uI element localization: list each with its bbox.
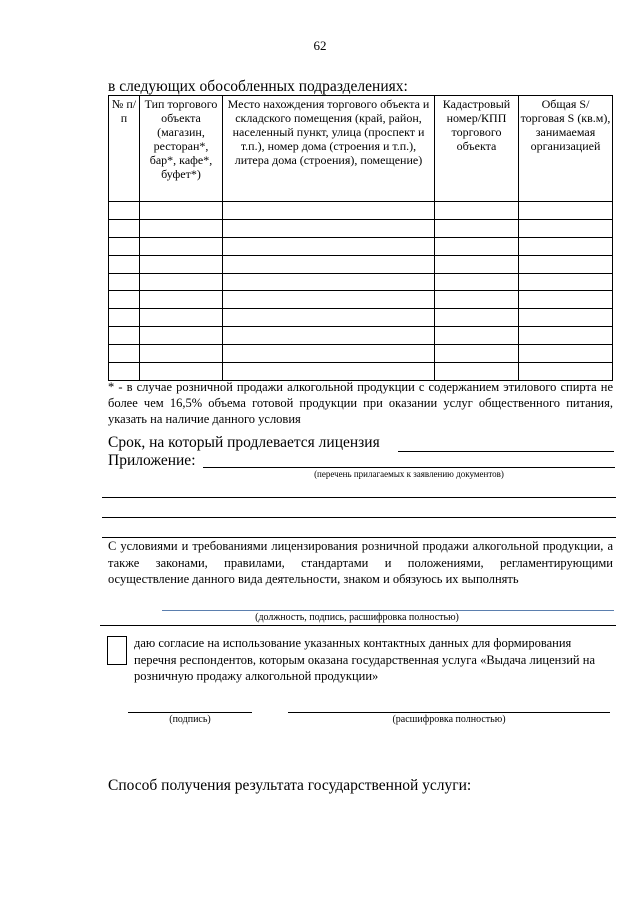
conditions-text: С условиями и требованиями лицензирования розничной продажи алкогольной продукции, а также законами, правилами, стандартами и положениями, регламентирующими осуществление данного вида деятельности, знаком и обязуюсь их выполнять bbox=[108, 539, 613, 586]
attachment-label: Приложение: bbox=[108, 452, 196, 469]
license-term-field[interactable] bbox=[398, 451, 614, 452]
table-row bbox=[109, 237, 613, 255]
table-cell[interactable] bbox=[435, 363, 519, 381]
table-cell[interactable] bbox=[519, 255, 613, 273]
table-cell[interactable] bbox=[109, 273, 140, 291]
table-cell[interactable] bbox=[519, 219, 613, 237]
table-cell[interactable] bbox=[519, 291, 613, 309]
table-cell[interactable] bbox=[140, 237, 223, 255]
table-cell[interactable] bbox=[223, 202, 435, 220]
attachment-caption: (перечень прилагаемых к заявлению документов) bbox=[314, 469, 504, 479]
table-cell[interactable] bbox=[519, 237, 613, 255]
table-cell[interactable] bbox=[223, 327, 435, 345]
table-cell[interactable] bbox=[140, 327, 223, 345]
table-cell[interactable] bbox=[519, 345, 613, 363]
table-cell[interactable] bbox=[519, 202, 613, 220]
table-cell[interactable] bbox=[140, 345, 223, 363]
table-cell[interactable] bbox=[435, 219, 519, 237]
table-cell[interactable] bbox=[140, 273, 223, 291]
table-cell[interactable] bbox=[223, 273, 435, 291]
attachment-line-2[interactable] bbox=[102, 497, 616, 498]
table-cell[interactable] bbox=[140, 202, 223, 220]
attachment-field[interactable] bbox=[203, 467, 615, 468]
header-cadastral: Кадастровый номер/КПП торгового объекта bbox=[435, 96, 519, 202]
table-cell[interactable] bbox=[109, 219, 140, 237]
table-cell[interactable] bbox=[435, 345, 519, 363]
header-number: № п/п bbox=[109, 96, 140, 202]
table-row bbox=[109, 202, 613, 220]
table-cell[interactable] bbox=[109, 345, 140, 363]
table-cell[interactable] bbox=[140, 219, 223, 237]
table-cell[interactable] bbox=[140, 291, 223, 309]
table-cell[interactable] bbox=[223, 291, 435, 309]
table-cell[interactable] bbox=[435, 237, 519, 255]
table-cell[interactable] bbox=[435, 291, 519, 309]
footnote: * - в случае розничной продажи алкогольной продукции с содержанием этилового спирта не более чем 16,5% объема готовой продукции при оказании услуг общественного питания, указать на наличие данного условия bbox=[108, 380, 613, 426]
subdivisions-table bbox=[108, 95, 613, 381]
table-row bbox=[109, 255, 613, 273]
table-cell[interactable] bbox=[435, 255, 519, 273]
table-cell[interactable] bbox=[435, 327, 519, 345]
attachment-line-3[interactable] bbox=[102, 517, 616, 518]
result-method-label: Способ получения результата государственной услуги: bbox=[108, 777, 472, 794]
table-cell[interactable] bbox=[140, 255, 223, 273]
table-cell[interactable] bbox=[109, 237, 140, 255]
table-cell[interactable] bbox=[223, 219, 435, 237]
table-cell[interactable] bbox=[435, 202, 519, 220]
consent-text: даю согласие на использование указанных контактных данных для формирования перечня респондентов, которым оказана государственная услуга «Выдача лицензий на розничную продажу алкогольной продукции» bbox=[134, 636, 595, 683]
table-row bbox=[109, 273, 613, 291]
header-location: Место нахождения торгового объекта и складского помещения (край, район, населенный пункт, улица (проспект и т.п.), номер дома (строения и т.п.), литера дома (строения), помещение) bbox=[223, 96, 435, 202]
table-cell[interactable] bbox=[109, 327, 140, 345]
table-cell[interactable] bbox=[223, 345, 435, 363]
consent-checkbox[interactable] bbox=[107, 636, 127, 665]
table-cell[interactable] bbox=[223, 363, 435, 381]
table-cell[interactable] bbox=[140, 309, 223, 327]
table-row bbox=[109, 327, 613, 345]
table-cell[interactable] bbox=[223, 255, 435, 273]
header-area: Общая S/ торговая S (кв.м), занимаемая организацией bbox=[519, 96, 613, 202]
table-cell[interactable] bbox=[109, 309, 140, 327]
table-cell[interactable] bbox=[109, 202, 140, 220]
position-caption: (должность, подпись, расшифровка полностью) bbox=[255, 612, 459, 623]
table-cell[interactable] bbox=[519, 273, 613, 291]
license-term-label: Срок, на который продлевается лицензия bbox=[108, 434, 380, 451]
header-object-type: Тип торгового объекта (магазин, ресторан*, бар*, кафе*, буфет*) bbox=[140, 96, 223, 202]
table-row bbox=[109, 291, 613, 309]
table-cell[interactable] bbox=[519, 309, 613, 327]
table-cell[interactable] bbox=[435, 273, 519, 291]
table-cell[interactable] bbox=[109, 255, 140, 273]
page-number: 62 bbox=[313, 38, 327, 53]
table-cell[interactable] bbox=[109, 363, 140, 381]
table-cell[interactable] bbox=[223, 309, 435, 327]
table-cell[interactable] bbox=[519, 327, 613, 345]
table-cell[interactable] bbox=[519, 363, 613, 381]
intro-text: в следующих обособленных подразделениях: bbox=[108, 78, 408, 95]
position-signature-field[interactable] bbox=[162, 610, 614, 611]
table-cell[interactable] bbox=[435, 309, 519, 327]
table-row bbox=[109, 345, 613, 363]
signature-caption: (подпись) bbox=[169, 714, 211, 725]
decoding-field[interactable] bbox=[288, 712, 610, 713]
table-cell[interactable] bbox=[140, 363, 223, 381]
table-cell[interactable] bbox=[223, 237, 435, 255]
table-cell[interactable] bbox=[109, 291, 140, 309]
decoding-caption: (расшифровка полностью) bbox=[392, 714, 506, 725]
table-row bbox=[109, 219, 613, 237]
table-header-row bbox=[109, 96, 613, 202]
separator-line bbox=[100, 625, 616, 626]
signature-field[interactable] bbox=[128, 712, 252, 713]
table-row bbox=[109, 309, 613, 327]
table-row bbox=[109, 363, 613, 381]
